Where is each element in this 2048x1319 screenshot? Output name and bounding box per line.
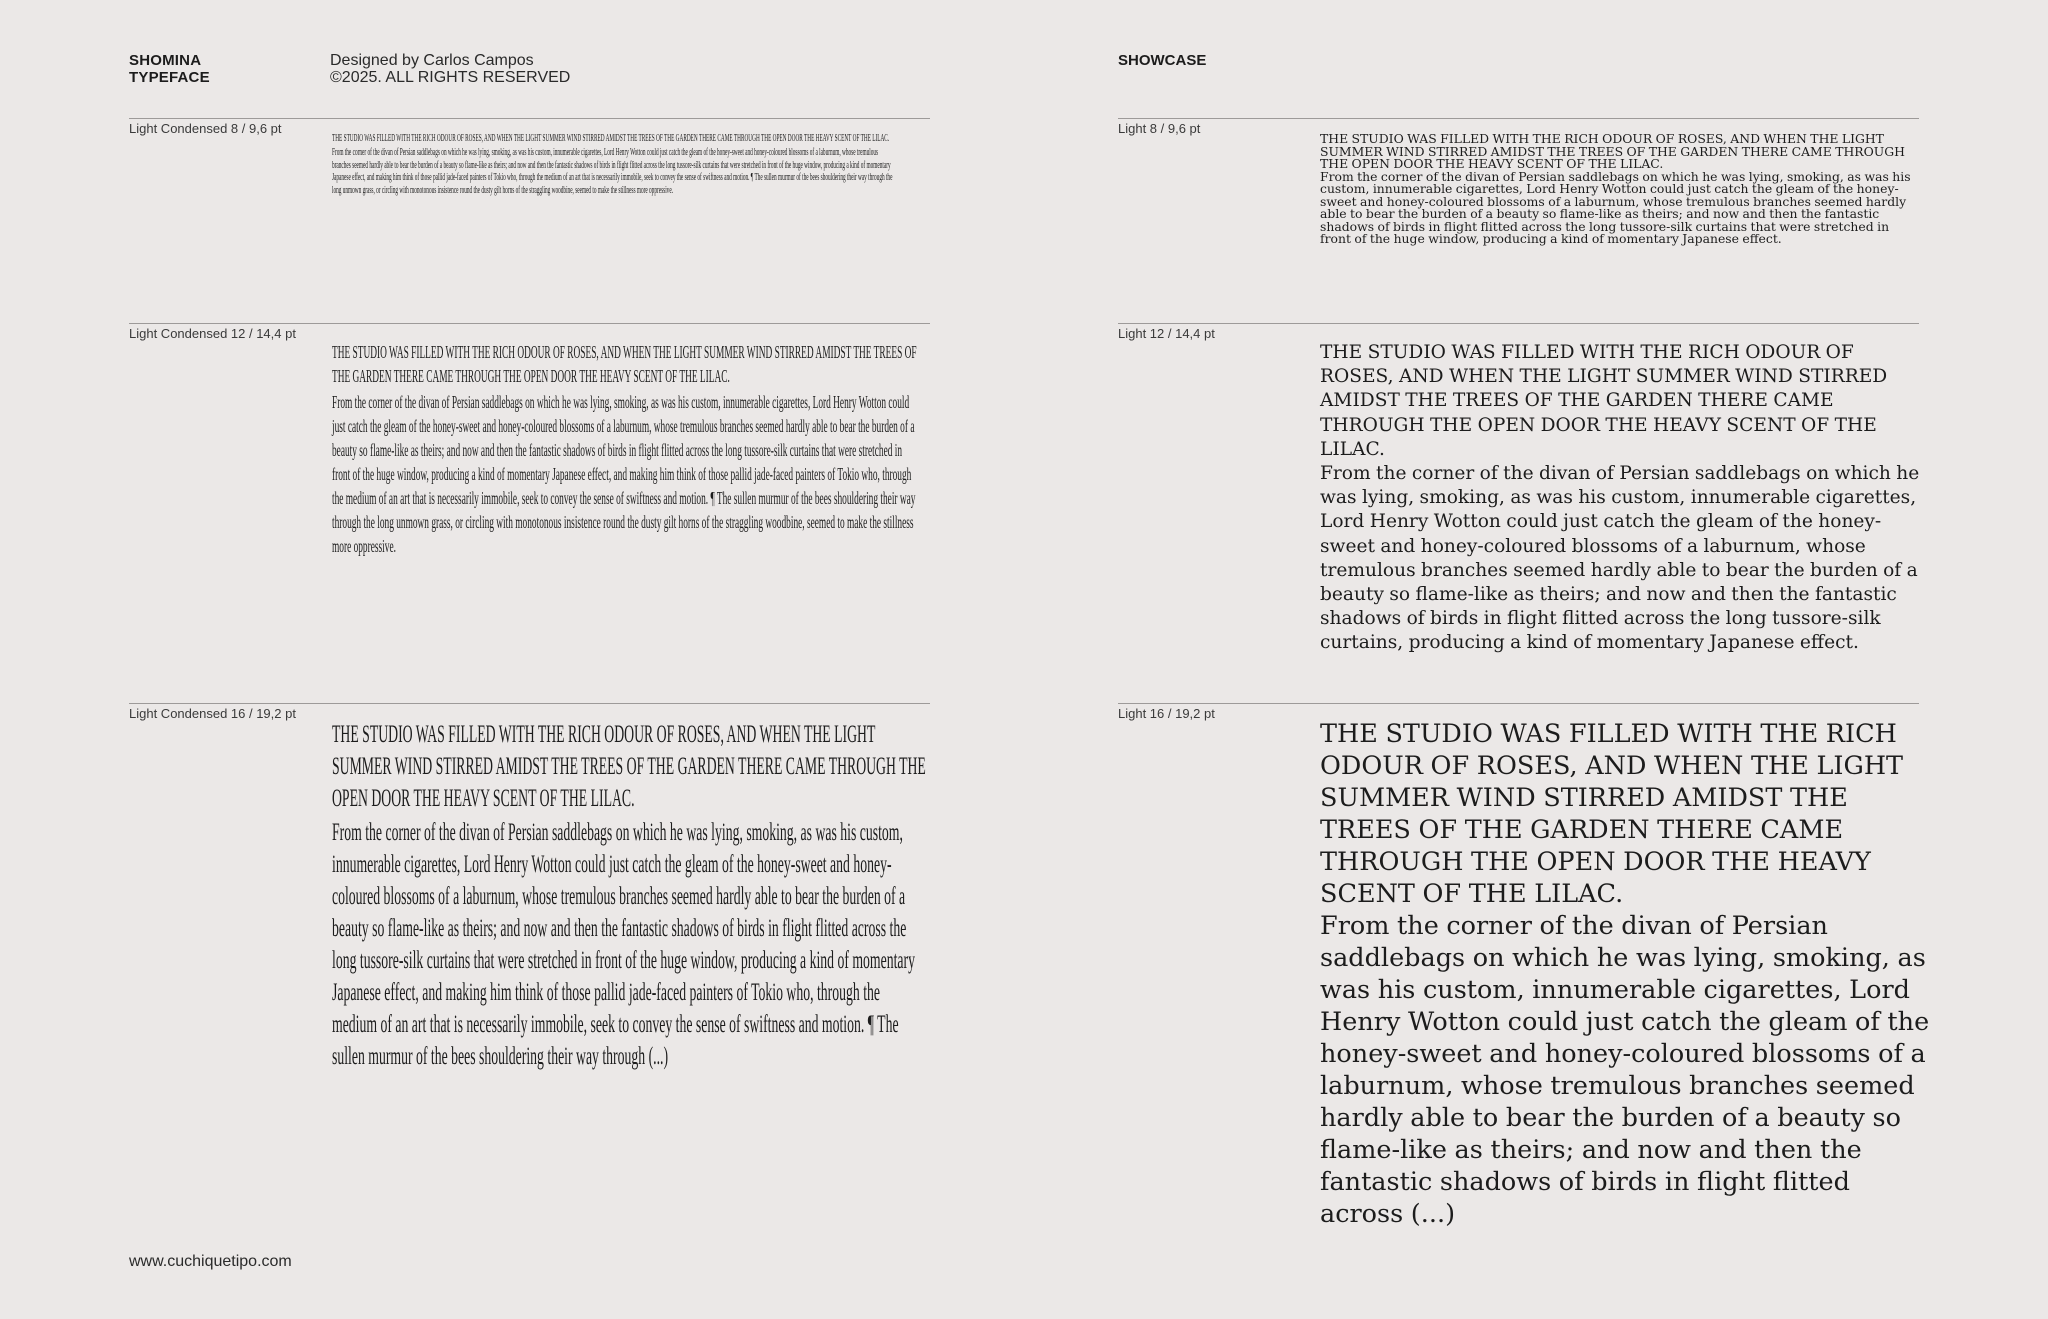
- spec-label-light-16: Light 16 / 19,2 pt: [1118, 706, 1215, 721]
- section-divider: [129, 118, 930, 119]
- specimen-light-8: [1320, 133, 1920, 246]
- copyright-notice: ©2025. ALL RIGHTS RESERVED: [330, 69, 571, 86]
- brand-line-2: TYPEFACE: [129, 69, 210, 86]
- specimen-body: From the corner of the divan of Persian saddlebags on which he was lying, smoking, as was his custom, innumerable cigarettes, Lord Henry Wotton could just catch the gleam of the honey-sweet and honey-coloured blossoms of a laburnum, whose tremulous branches seemed hardly able to bear the burden of a beauty so flame-like as theirs; and now and then the fantastic shadows of birds in flight flitted across (...): [1320, 911, 1930, 1229]
- section-divider: [1118, 323, 1919, 324]
- specimen-light-16: [1320, 718, 1940, 1230]
- showcase-title: SHOWCASE: [1118, 52, 1207, 69]
- specimen-body: From the corner of the divan of Persian saddlebags on which he was lying, smoking, as was his custom, innumerable cigarettes, Lord Henry Wotton could just catch the gleam of the honey-sweet and honey-coloured blossoms of a laburnum, whose tremulous branches seemed hardly able to bear the burden of a beauty so flame-like as theirs; and now and then the fantastic shadows of birds in flight flitted across the long tussore-silk curtains that were stretched in front of the huge window, producing a kind of momentary Japanese effect, and making him think of those pallid jade-faced painters of Tokio who, through the medium of an art that is necessarily immobile, seek to convey the sense of swiftness and motion. ¶ The sullen murmur of the bees shouldering their way through (...): [332, 819, 915, 1070]
- specimen-body: From the corner of the divan of Persian saddlebags on which he was lying, smoking, as was his custom, innumerable cigarettes, Lord Henry Wotton could just catch the gleam of the honey-sweet and honey-coloured blossoms of a laburnum, whose tremulous branches seemed hardly able to bear the burden of a beauty so flame-like as theirs; and now and then the fantastic shadows of birds in flight flitted across the long tussore-silk curtains that were stretched in front of the huge window, producing a kind of momentary Japanese effect.: [1320, 168, 1911, 246]
- specimen-body: From the corner of the divan of Persian saddlebags on which he was lying, smoking, as was his custom, innumerable cigarettes, Lord Henry Wotton could just catch the gleam of the honey-sweet and honey-coloured blossoms of a laburnum, whose tremulous branches seemed hardly able to bear the burden of a beauty so flame-like as theirs; and now and then the fantastic shadows of birds in flight flitted across the long tussore-silk curtains that were stretched in front of the huge window, producing a kind of momentary Japanese effect, and making him think of those pallid jade-faced painters of Tokio who, through the medium of an art that is necessarily immobile, seek to convey the sense of swiftness and motion. ¶ The sullen murmur of the bees shouldering their way through the long unmown grass, or circling with monotonous insistence round the dusty gilt horns of the straggling woodbine, seemed to make the stillness more oppressive.: [332, 392, 916, 556]
- specimen-headline: THE STUDIO WAS FILLED WITH THE RICH ODOUR OF ROSES, AND WHEN THE LIGHT SUMMER WIND STIRRED AMIDST THE TREES OF THE GARDEN THERE CAME THROUGH THE OPEN DOOR THE HEAVY SCENT OF THE LILAC.: [1320, 131, 1905, 171]
- specimen-light-12: [1320, 341, 1920, 656]
- section-divider: [1118, 118, 1919, 119]
- section-divider: [1118, 703, 1919, 704]
- specimen-headline: THE STUDIO WAS FILLED WITH THE RICH ODOUR OF ROSES, AND WHEN THE LIGHT SUMMER WIND STIRRED AMIDST THE TREES OF THE GARDEN THERE CAME THROUGH THE OPEN DOOR THE HEAVY SCENT OF THE LILAC.: [332, 342, 917, 386]
- specimen-headline: THE STUDIO WAS FILLED WITH THE RICH ODOUR OF ROSES, AND WHEN THE LIGHT SUMMER WIND STIRRED AMIDST THE TREES OF THE GARDEN THERE CAME THROUGH THE OPEN DOOR THE HEAVY SCENT OF THE LILAC.: [332, 133, 890, 144]
- specimen-headline: THE STUDIO WAS FILLED WITH THE RICH ODOUR OF ROSES, AND WHEN THE LIGHT SUMMER WIND STIRRED AMIDST THE TREES OF THE GARDEN THERE CAME THROUGH THE OPEN DOOR THE HEAVY SCENT OF THE LILAC.: [1320, 719, 1904, 909]
- specimen-body: From the corner of the divan of Persian saddlebags on which he was lying, smoking, as was his custom, innumerable cigarettes, Lord Henry Wotton could just catch the gleam of the honey-sweet and honey-coloured blossoms of a laburnum, whose tremulous branches seemed hardly able to bear the burden of a beauty so flame-like as theirs; and now and then the fantastic shadows of birds in flight flitted across the long tussore-silk curtains, producing a kind of momentary Japanese effect.: [1320, 463, 1920, 654]
- specimen-body: From the corner of the divan of Persian saddlebags on which he was lying, smoking, as was his custom, innumerable cigarettes, Lord Henry Wotton could just catch the gleam of the honey-sweet and honey-coloured blossoms of a laburnum, whose tremulous branches seemed hardly able to bear the burden of a beauty so flame-like as theirs; and now and then the fantastic shadows of birds in flight flitted across the long tussore-silk curtains that were stretched in front of the huge window, producing a kind of momentary Japanese effect, and making him think of those pallid jade-faced painters of Tokio who, through the medium of an art that is necessarily immobile, seek to convey the sense of swiftness and motion. ¶ The sullen murmur of the bees shouldering their way through the long unmown grass, or circling with monotonous insistence round the dusty gilt horns of the straggling woodbine, seemed to make the stillness more oppressive.: [332, 147, 893, 196]
- brand-line-1: SHOMINA: [129, 52, 202, 69]
- specimen-headline: THE STUDIO WAS FILLED WITH THE RICH ODOUR OF ROSES, AND WHEN THE LIGHT SUMMER WIND STIRRED AMIDST THE TREES OF THE GARDEN THERE CAME THROUGH THE OPEN DOOR THE HEAVY SCENT OF THE LILAC.: [1320, 342, 1888, 460]
- specimen-light-condensed-8: [332, 133, 897, 197]
- specimen-light-condensed-16: [332, 719, 926, 1073]
- section-divider: [129, 323, 930, 324]
- spec-label-light-12: Light 12 / 14,4 pt: [1118, 326, 1215, 341]
- specimen-headline: THE STUDIO WAS FILLED WITH THE RICH ODOUR OF ROSES, AND WHEN THE LIGHT SUMMER WIND STIRRED AMIDST THE TREES OF THE GARDEN THERE CAME THROUGH THE OPEN DOOR THE HEAVY SCENT OF THE LILAC.: [332, 721, 926, 812]
- brand-title: [129, 52, 210, 86]
- designer-credit: Designed by Carlos Campos: [330, 52, 534, 69]
- section-divider: [129, 703, 930, 704]
- website-link[interactable]: www.cuchiquetipo.com: [129, 1253, 292, 1270]
- spec-label-light-condensed-16: Light Condensed 16 / 19,2 pt: [129, 706, 296, 721]
- spec-label-light-condensed-8: Light Condensed 8 / 9,6 pt: [129, 121, 282, 136]
- spec-label-light-condensed-12: Light Condensed 12 / 14,4 pt: [129, 326, 296, 341]
- spec-label-light-8: Light 8 / 9,6 pt: [1118, 121, 1201, 136]
- specimen-light-condensed-12: [332, 340, 917, 558]
- credits: [330, 52, 570, 86]
